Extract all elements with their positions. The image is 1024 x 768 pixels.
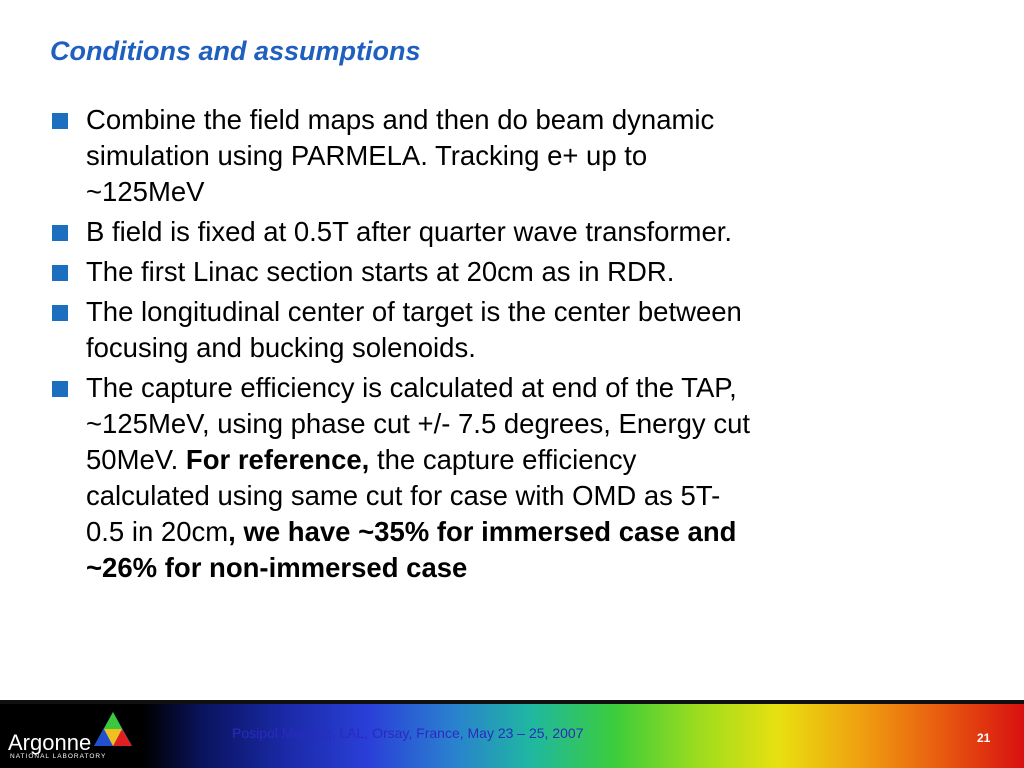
square-bullet-icon <box>52 265 68 281</box>
slide-title: Conditions and assumptions <box>50 36 421 66</box>
bullet-item <box>52 294 932 366</box>
bullet-text-line: calculated using same cut for case with OMD as 5T- <box>86 480 721 511</box>
bullet-item <box>52 102 932 210</box>
argonne-logo-text: Argonne <box>8 730 92 755</box>
bullet-text-line: Combine the field maps and then do beam dynamic <box>86 104 715 135</box>
square-bullet-icon <box>52 225 68 241</box>
bullet-text-line: focusing and bucking solenoids. <box>86 332 476 363</box>
bullet-list <box>52 102 932 590</box>
bullet-text-line: The longitudinal center of target is the center between <box>86 296 742 327</box>
bullet-text-line: The capture efficiency is calculated at end of the TAP, <box>86 372 737 403</box>
meeting-info: Posipol Meeting, LAL, Orsay, France, May 23 – 25, 2007 <box>232 725 584 741</box>
footer-divider <box>0 700 1024 704</box>
bullet-bold-segment: , we have ~35% for immersed case and <box>228 516 737 547</box>
square-bullet-icon <box>52 381 68 397</box>
bullet-text-line: ~125MeV, using phase cut +/- 7.5 degrees, Energy cut <box>86 408 751 439</box>
bullet-text-line: The first Linac section starts at 20cm as in RDR. <box>86 256 675 287</box>
bullet-text-line: simulation using PARMELA. Tracking e+ up to <box>86 140 648 171</box>
bullet-item <box>52 254 932 290</box>
bullet-bold-segment: For reference, <box>185 444 370 475</box>
square-bullet-icon <box>52 113 68 129</box>
bullet-text-segment: the capture efficiency <box>369 444 637 475</box>
bullet-text-line: ~125MeV <box>86 176 205 207</box>
bullet-text-segment: 0.5 in 20cm <box>86 516 229 547</box>
bullet-bold-segment: ~26% for non-immersed case <box>86 552 468 583</box>
square-bullet-icon <box>52 305 68 321</box>
bullet-item <box>52 370 932 586</box>
page-number: 21 <box>977 731 991 745</box>
bullet-item <box>52 214 932 250</box>
argonne-logo-subtext: NATIONAL LABORATORY <box>10 753 107 760</box>
argonne-logo-icon <box>92 710 134 750</box>
bullet-text-segment: 50MeV. <box>86 444 186 475</box>
bullet-text-line: B field is fixed at 0.5T after quarter wave transformer. <box>86 216 733 247</box>
